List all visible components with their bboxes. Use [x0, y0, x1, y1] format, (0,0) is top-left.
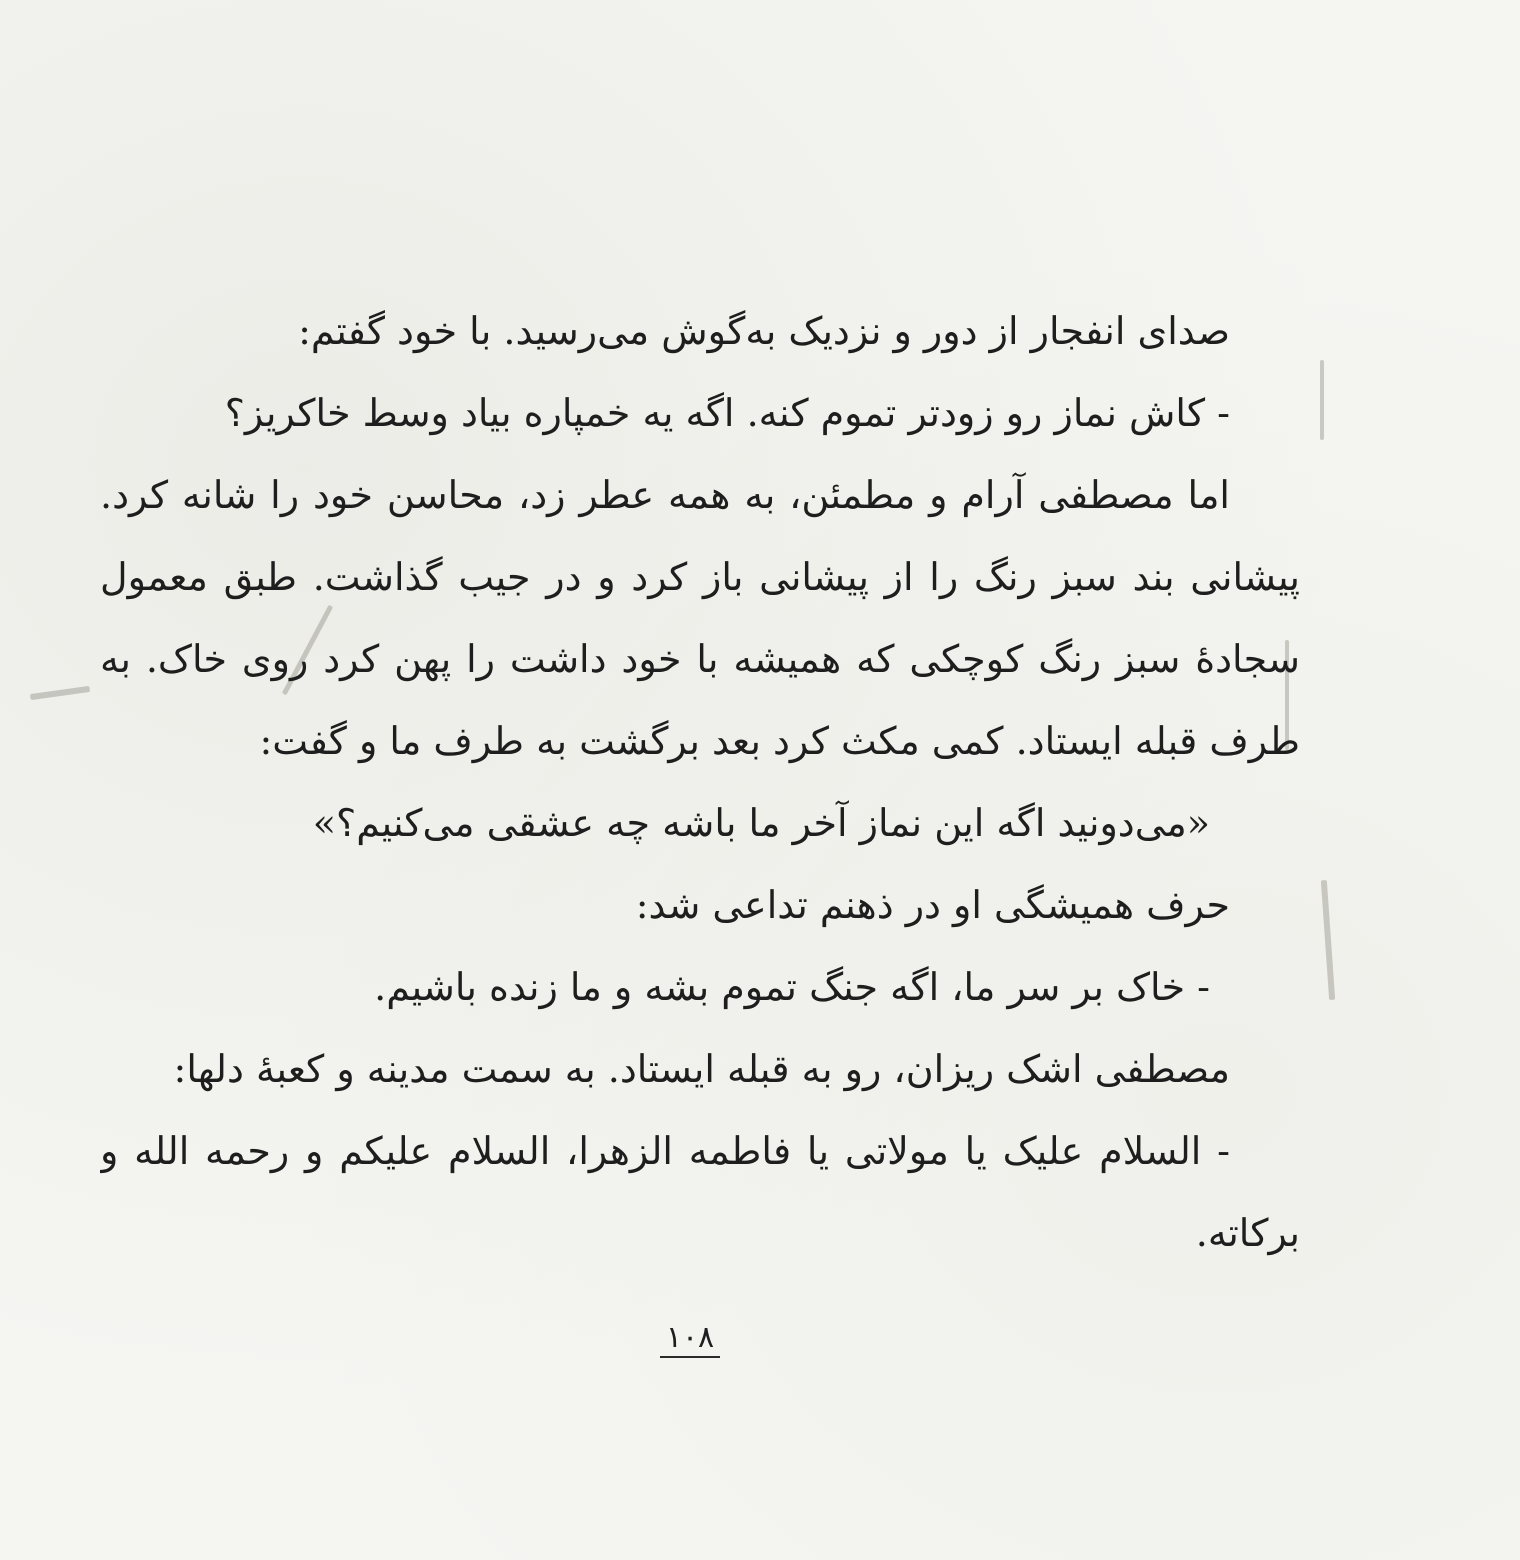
scan-smudge [1321, 880, 1335, 1000]
text-line: «می‌دونید اگه این نماز آخر ما باشه چه عشقی می‌کنیم؟» [312, 801, 1210, 845]
text-line: - خاک بر سر ما، اگه جنگ تموم بشه و ما زنده باشیم. [374, 965, 1210, 1009]
text-line: برکاته. [1195, 1211, 1300, 1255]
text-line: اما مصطفی آرام و مطمئن، به همه عطر زد، محاسن خود را شانه کرد. [100, 473, 1230, 517]
text-line: مصطفی اشک ریزان، رو به قبله ایستاد. به سمت مدینه و کعبۀ دلها: [173, 1047, 1230, 1091]
body-text [100, 296, 1300, 1280]
page-number: ۱۰۸ [660, 1320, 720, 1358]
text-line: - کاش نماز رو زودتر تموم کنه. اگه یه خمپاره بیاد وسط خاکریز؟ [224, 391, 1230, 435]
text-line: پیشانی بند سبز رنگ را از پیشانی باز کرد و در جیب گذاشت. طبق معمول [100, 555, 1300, 599]
text-line: - السلام علیک یا مولاتی یا فاطمه الزهرا، السلام علیکم و رحمه الله و [100, 1129, 1230, 1173]
scan-smudge [30, 686, 90, 700]
text-line: حرف همیشگی او در ذهنم تداعی شد: [635, 883, 1230, 927]
scan-smudge [1320, 360, 1324, 440]
text-line: سجادۀ سبز رنگ کوچکی که همیشه با خود داشت را پهن کرد روی خاک. به [100, 637, 1300, 681]
text-line: طرف قبله ایستاد. کمی مکث کرد بعد برگشت به طرف ما و گفت: [259, 719, 1300, 763]
text-line: صدای انفجار از دور و نزدیک به‌گوش می‌رسید. با خود گفتم: [298, 309, 1230, 353]
